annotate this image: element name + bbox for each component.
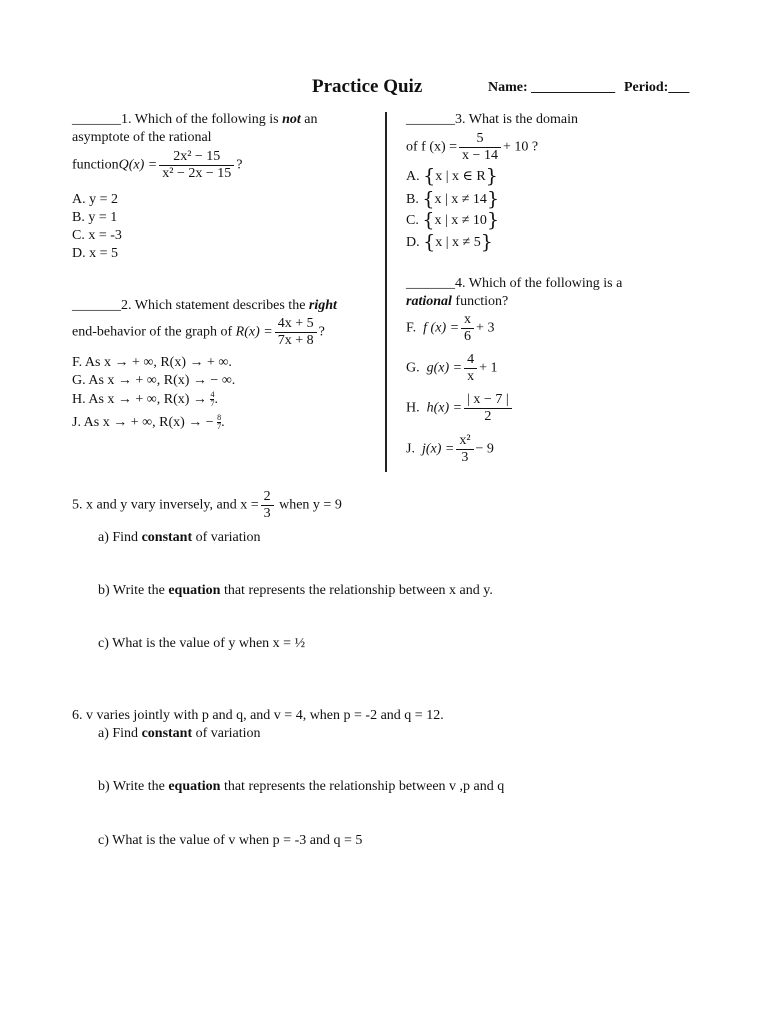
name-field-label: Name: ____________ [488,80,616,95]
q5-part-a-bold: constant [141,530,193,545]
page-title: Practice Quiz [312,76,423,97]
q5-part-b [98,582,493,599]
q5-part-a-text: a) Find [98,530,142,545]
q4-answer-blank: _______ [406,276,455,291]
q6-stem: 6. v varies jointly with p and q, and v = 4, when p = -2 and q = 12. [72,708,444,723]
q4-choice-f-num: x [461,312,474,329]
q4-stem-emphasis: rational [406,294,452,309]
q2-denominator: 7x + 8 [277,333,314,348]
q2-stem-text: Which statement describes the [131,298,309,313]
q3-choice-b: B. {x | x ≠ 14} [406,188,500,210]
q4-choice-j-fn: j(x) = [421,441,455,457]
q4-choice-h-letter: H. [406,400,420,416]
q1-numerator: 2x² − 15 [159,149,234,166]
q4-choice-g-tail: + 1 [479,360,498,376]
q3-function-label: of f (x) = [406,139,458,155]
q6-part-b [98,778,504,795]
q3-stem-text: What is the domain [465,112,578,127]
q2-choice-j: J. As x → + ∞, R(x) → − $\frac{8}{7}$ . [72,413,225,432]
q5-part-b-text: b) Write the [98,583,169,598]
q5-part-a [98,529,261,546]
period-field-label: Period:___ [624,80,690,95]
q4-choice-g-fn: g(x) = [426,360,463,376]
q3-choice-d-letter: D. [406,235,420,250]
q3-function-tail: + 10 ? [502,139,539,155]
q4-choice-f-letter: F. [406,320,417,336]
q2-choice-h-num: 4 [210,390,215,400]
q5-stem-text-end: when y = 9 [279,497,342,513]
q1-function-label: function [72,157,119,173]
q4-choice-g-fraction [464,352,477,385]
q1-stem-text-end: an [300,112,318,127]
q4-stem-text2: function? [451,294,509,309]
q4-stem-text: Which of the following is a [465,276,623,291]
q2-choice-h-den: 7 [210,399,215,409]
q2-choice-g: G. As x → + ∞, R(x) → − ∞. [72,373,236,388]
q3-choice-a-letter: A. [406,169,420,184]
q5-fraction [261,489,274,522]
q4-choice-h-num: | x − 7 | [464,392,512,409]
q4-choice-h-fn: h(x) = [426,400,463,416]
q1-stem-line1 [72,111,318,128]
q4-choice-f-den: 6 [464,329,472,344]
q2-stem-line2 [72,316,325,349]
q3-choice-c-letter: C. [406,213,419,228]
q4-choice-f-tail: + 3 [476,320,495,336]
q4-choice-f-fn: f (x) = [423,320,460,336]
q1-function-name: Q(x) = [118,157,158,173]
q5-part-a-text-end: of variation [192,530,261,545]
q4-choice-j-num: x² [456,433,473,450]
q6-part-a-bold: constant [141,726,193,741]
q4-choice-f [406,312,494,345]
q5-stem [72,489,342,522]
q4-choice-h-fraction [464,392,512,425]
q2-stem-line1 [72,297,337,314]
q2-choice-j-text: J. As x → + ∞, R(x) → − [72,415,214,430]
q1-choice-b: B. y = 1 [72,210,118,225]
q3-choice-b-set: x | x ≠ 14 [434,192,487,207]
q1-fraction [159,149,234,182]
q3-fraction [459,131,501,164]
q3-choice-c-set: x | x ≠ 10 [434,213,487,228]
q1-function [72,149,242,182]
q4-choice-g [406,352,498,385]
q4-choice-j [406,433,494,466]
q3-numerator: 5 [459,131,501,148]
q4-number: 4. [455,276,466,291]
q4-stem-line1 [406,275,622,292]
q1-choice-c: C. x = -3 [72,228,122,243]
q2-choice-j-den: 7 [217,422,222,432]
q1-question-mark: ? [236,157,243,173]
q3-choice-a-set: x | x ∈ R [435,169,486,184]
q5-stem-text: 5. x and y vary inversely, and x = [72,497,259,513]
q2-function-name: R(x) = [235,324,273,340]
q4-stem-line2 [406,293,508,310]
q3-answer-blank: _______ [406,112,455,127]
q2-choice-h-fraction [210,391,214,408]
q1-denominator: x² − 2x − 15 [162,166,232,181]
q3-choice-d-set: x | x ≠ 5 [435,235,481,250]
q5-numerator: 2 [261,489,274,506]
q2-choice-j-fraction [217,414,221,431]
q2-choice-j-num: 8 [217,413,222,423]
q2-number: 2. [121,298,132,313]
q4-choice-h-den: 2 [484,409,492,424]
q2-stem-text2: end-behavior of the graph of [72,324,233,340]
q5-part-c: c) What is the value of y when x = ½ [98,636,306,651]
q4-choice-g-num: 4 [464,352,477,369]
q3-choice-d: D. {x | x ≠ 5} [406,231,493,253]
q3-choice-a: A. {x | x ∈ R} [406,165,498,187]
q3-stem [406,111,578,128]
q4-choice-h [406,392,514,425]
q1-choice-d: D. x = 5 [72,246,119,261]
q6-part-b-text: b) Write the [98,779,169,794]
q6-part-b-bold: equation [168,779,221,794]
q3-function [406,131,538,164]
q4-choice-j-fraction [456,433,473,466]
q2-answer-blank: _______ [72,298,121,313]
q2-choice-h: H. As x → + ∞, R(x) → $\frac{4}{7}$ . [72,390,218,409]
q2-numerator: 4x + 5 [275,316,317,333]
q2-question-mark: ? [318,324,325,340]
q6-part-a-text: a) Find [98,726,142,741]
q1-answer-blank: _______ [72,112,121,127]
q2-stem-emphasis: right [308,298,337,313]
q1-number: 1. [121,112,132,127]
q2-choice-h-text: H. As x → + ∞, R(x) → [72,392,207,407]
column-divider [385,112,387,472]
q4-choice-j-tail: − 9 [475,441,494,457]
q5-part-b-bold: equation [168,583,221,598]
q3-choice-c: C. {x | x ≠ 10} [406,209,500,231]
q2-choice-f: F. As x → + ∞, R(x) → + ∞. [72,355,232,370]
q1-choice-a: A. y = 2 [72,192,119,207]
q4-choice-j-den: 3 [461,450,469,465]
q5-denominator: 3 [263,506,271,521]
q1-stem-emphasis: not [282,112,301,127]
q6-part-a [98,725,261,742]
q1-stem-text: Which of the following is [131,112,283,127]
q6-part-c: c) What is the value of v when p = -3 and q = 5 [98,833,363,848]
q6-part-b-text-end: that represents the relationship between v ,p and q [220,779,505,794]
q3-denominator: x − 14 [462,148,498,163]
q4-choice-g-letter: G. [406,360,420,376]
q3-number: 3. [455,112,466,127]
q6-part-a-text-end: of variation [192,726,261,741]
q4-choice-j-letter: J. [406,441,415,457]
q4-choice-f-fraction [461,312,474,345]
q4-choice-g-den: x [467,369,475,384]
q1-stem-line2: asymptote of the rational [72,130,212,145]
q5-part-b-text-end: that represents the relationship between x and y. [220,583,493,598]
q3-choice-b-letter: B. [406,192,419,207]
q2-fraction [275,316,317,349]
